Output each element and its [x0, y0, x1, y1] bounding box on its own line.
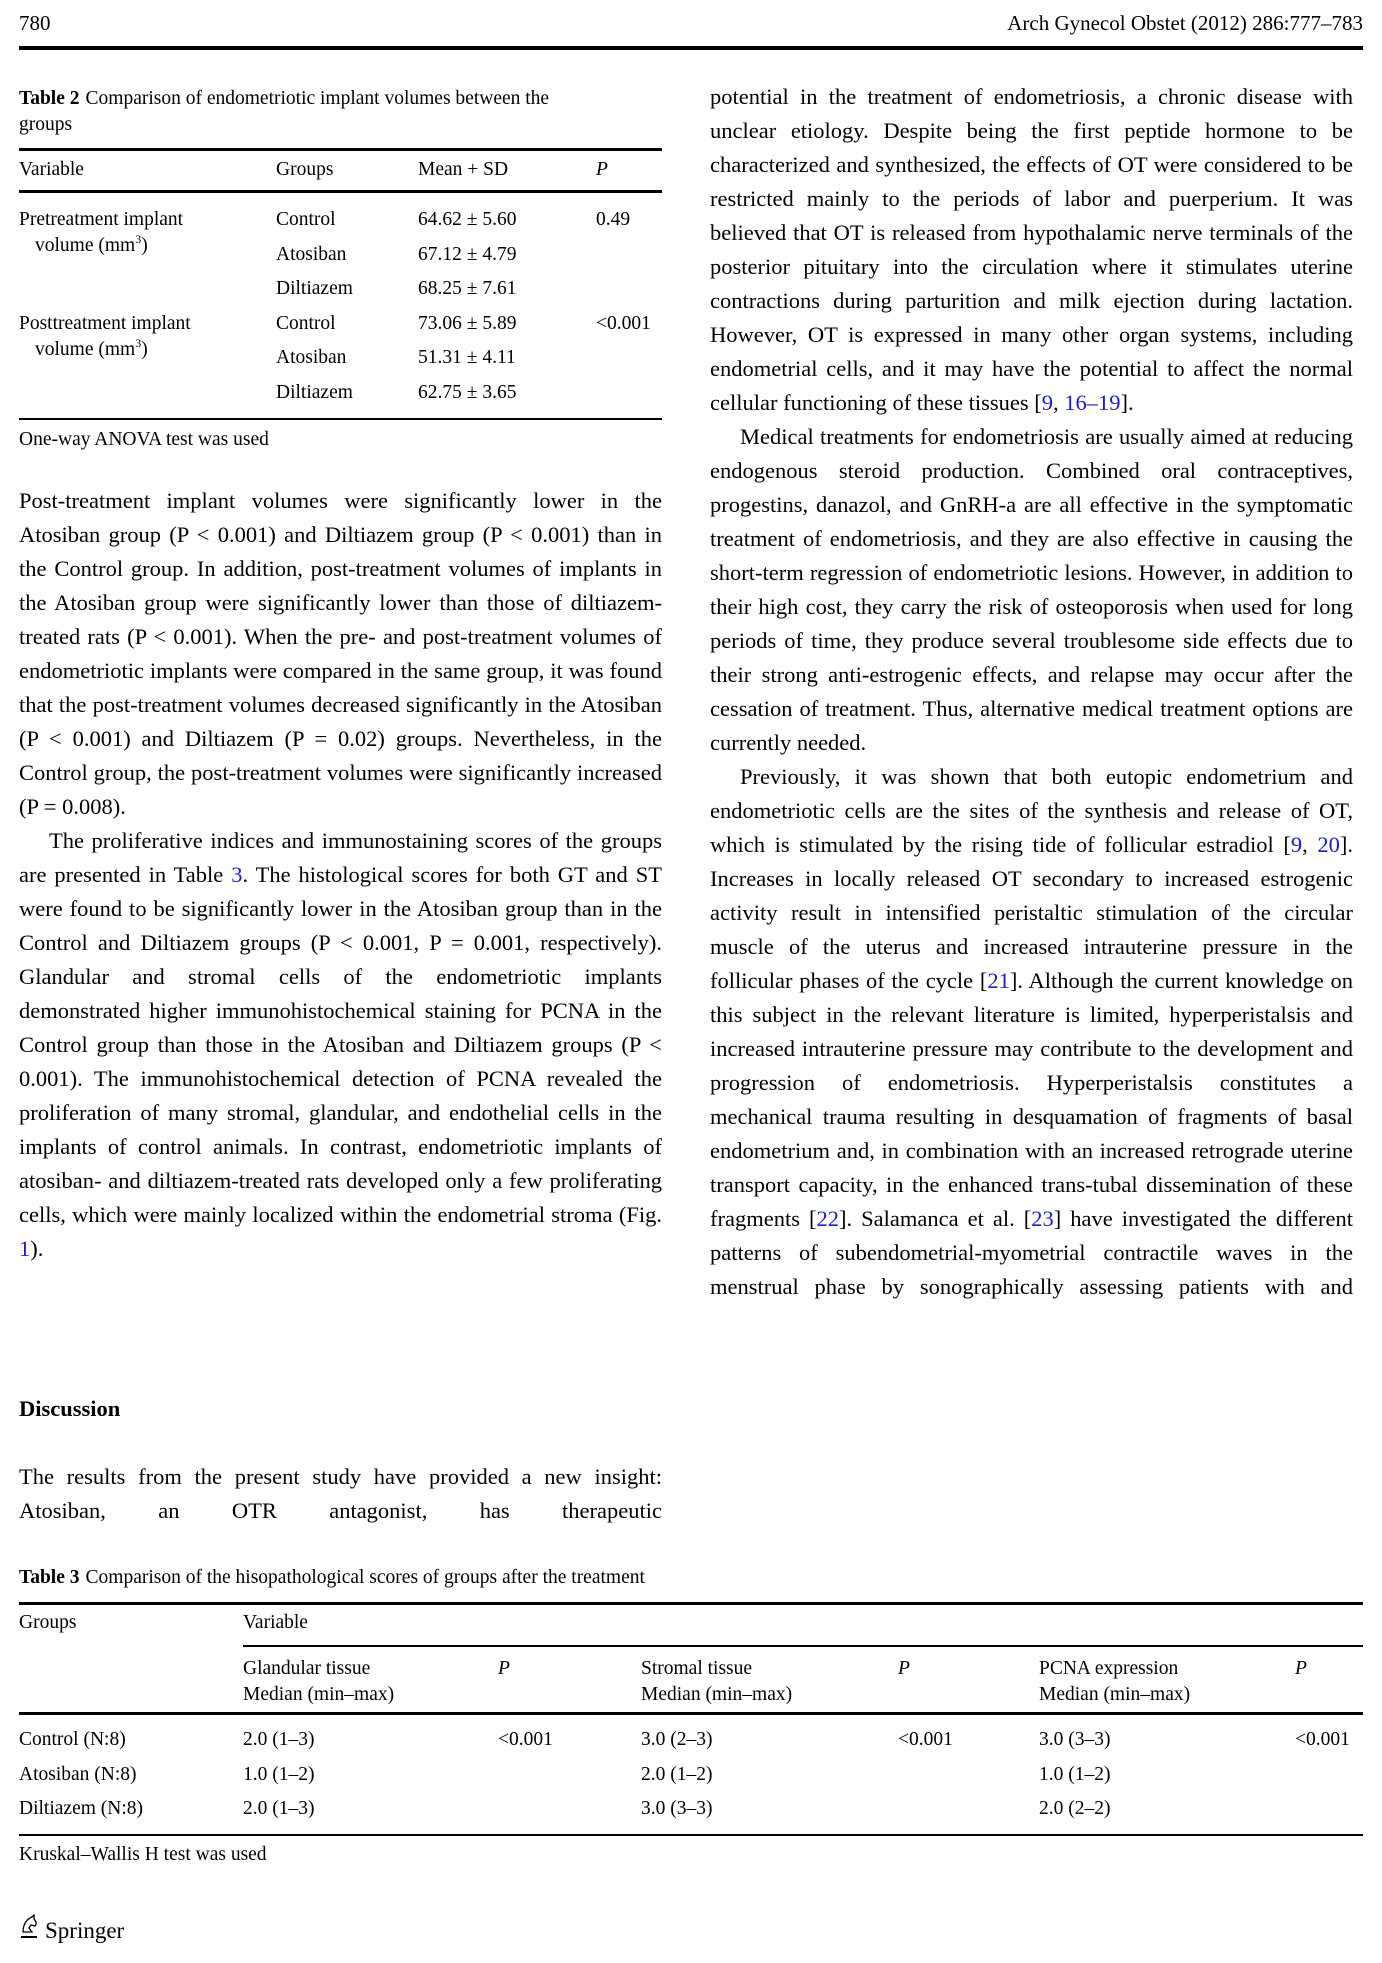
reference-link[interactable]: 16–19: [1064, 390, 1121, 415]
table3-top-rule: [19, 1602, 1363, 1605]
discussion-paragraph-3: Previously, it was shown that both eutopic endometrium and endometriotic cells are the sites of the synthesis and release of OT, which is stimulated by the rising tide of follicular estradiol [9, 20]. Increases in locally released OT secondary to increased estrogenic activity result in intensified peristaltic stimulation of the circular muscle of the uterus and increased intrauterine pressure in the follicular phases of the cycle [21]. Although the current knowledge on this subject in the relevant literature is limited, hyperperistalsis and increased intrauterine pressure may contribute to the development and progression of endometriosis. Hyperperistalsis constitutes a mechanical trauma resulting in desquamation of fragments of basal endometrium and, in combination with an increased retrograde uterine transport capacity, in the enhanced trans-tubal dissemination of these fragments [22]. Salamanca et al. [23] have investigated the different patterns of subendometrial-myometrial contractile waves in the menstrual phase by sonographically assessing patients with and: [710, 764, 1353, 1299]
table3-header-rule: [19, 1712, 1363, 1715]
table3-header-groups: Groups: [19, 1612, 77, 1633]
table2-header-rule: [19, 190, 662, 193]
left-column: [19, 484, 662, 1266]
table3-link[interactable]: 3: [231, 862, 243, 887]
springer-horse-icon: [19, 1914, 39, 1948]
table3-variable-rule: [243, 1645, 1363, 1647]
table3-bottom-rule: [19, 1834, 1363, 1836]
table3-subheader-p: P: [1295, 1658, 1307, 1679]
reference-link[interactable]: 9: [1041, 390, 1054, 415]
table2-header-groups: Groups: [276, 159, 334, 180]
reference-link[interactable]: 23: [1031, 1206, 1054, 1231]
results-paragraph-1: Post-treatment implant volumes were significantly lower in the Atosiban group (P < 0.001) and Diltiazem group (P < 0.001) than in the Control group. In addition, post-treatment volumes of implants in the Atosiban group were significantly lower than those of diltiazem-treated rats (P < 0.001). When the pre- and post-treatment volumes of endometriotic implants were compared in the same group, it was found that the post-treatment volumes decreased significantly in the Atosiban (P < 0.001) and Diltiazem (P = 0.02) groups. Nevertheless, in the Control group, the post-treatment volumes were significantly increased (P = 0.008).: [19, 488, 662, 819]
reference-link[interactable]: 20: [1317, 832, 1340, 857]
publisher-name: Springer: [45, 1918, 125, 1943]
table3-subheader-glandular: Glandular tissue Median (min–max): [243, 1658, 395, 1705]
reference-link[interactable]: 21: [987, 968, 1010, 993]
table3-caption: Table 3 Comparison of the hisopathological scores of groups after the treatment: [19, 1567, 645, 1588]
right-column: [710, 80, 1353, 1304]
table3-subheader-p: P: [498, 1658, 510, 1679]
table3-header-variable: Variable: [243, 1612, 308, 1633]
discussion-paragraph-1-continued: potential in the treatment of endometriosis, a chronic disease with unclear etiology. Despite being the first peptide hormone to be characterized and synthesized, the effects of OT were considered to be restricted mainly to the periods of labor and puerperium. It was believed that OT is released from hypothalamic nerve terminals of the posterior pituitary into the circulation where it stimulates uterine contractions during parturition and milk ejection during lactation. However, OT is expressed in many other organ systems, including endometrial cells, and it may have the potential to affect the normal cellular functioning of these tissues [9, 16–19].: [710, 84, 1353, 415]
table2-caption: Table 2 Comparison of endometriotic implant volumes between the groups: [19, 88, 550, 135]
table2-footnote: One-way ANOVA test was used: [19, 429, 269, 450]
table3-subheader-p: P: [898, 1658, 910, 1679]
table2-header-mean-sd: Mean + SD: [418, 159, 509, 180]
table3-subheader-stromal: Stromal tissue Median (min–max): [641, 1658, 793, 1705]
figure1-link[interactable]: 1: [19, 1236, 31, 1261]
table3-footnote: Kruskal–Wallis H test was used: [19, 1844, 267, 1865]
table2-bottom-rule: [19, 418, 662, 420]
page-number: 780: [19, 11, 51, 35]
table2-top-rule: [19, 148, 662, 151]
results-paragraph-2: The proliferative indices and immunostaining scores of the groups are presented in Table 3. The histological scores for both GT and ST were found to be significantly lower in the Atosiban group than in the Control and Diltiazem groups (P < 0.001, P = 0.001, respectively). Glandular and stromal cells of the endometriotic implants demonstrated higher immunohistochemical staining for PCNA in the Control group than those in the Atosiban and Diltiazem groups (P < 0.001). The immunohistochemical detection of PCNA revealed the proliferation of many stromal, glandular, and endothelial cells in the implants of control animals. In contrast, endometriotic implants of atosiban- and diltiazem-treated rats developed only a few proliferating cells, which were mainly localized within the endometrial stroma (Fig. 1).: [19, 828, 662, 1261]
table3-label: Table 3: [19, 1567, 80, 1588]
reference-link[interactable]: 22: [816, 1206, 839, 1231]
discussion-paragraph-2: Medical treatments for endometriosis are usually aimed at reducing endogenous steroid production. Combined oral contraceptives, progestins, danazol, and GnRH-a are all effective in the symptomatic treatment of endometriosis, and they are also effective in causing the short-term regression of endometriotic lesions. However, in addition to their high cost, they carry the risk of osteoporosis when used for long periods of time, they produce several troublesome side effects due to their strong anti-estrogenic effects, and relapse may occur after the cessation of treatment. Thus, alternative medical treatment options are currently needed.: [710, 424, 1353, 755]
journal-reference: Arch Gynecol Obstet (2012) 286:777–783: [1007, 11, 1363, 35]
table2-header-variable: Variable: [19, 159, 84, 180]
discussion-paragraph-1: The results from the present study have provided a new insight: Atosiban, an OTR antagonist, has therapeutic: [19, 1464, 662, 1523]
table2-label: Table 2: [19, 88, 80, 109]
reference-link[interactable]: 9: [1290, 832, 1303, 857]
publisher-logo: [19, 1914, 124, 1948]
table2-header-p: P: [596, 159, 608, 180]
table3-subheader-pcna: PCNA expression Median (min–max): [1039, 1658, 1191, 1705]
discussion-heading: Discussion: [19, 1396, 121, 1421]
header-rule: [19, 46, 1363, 50]
